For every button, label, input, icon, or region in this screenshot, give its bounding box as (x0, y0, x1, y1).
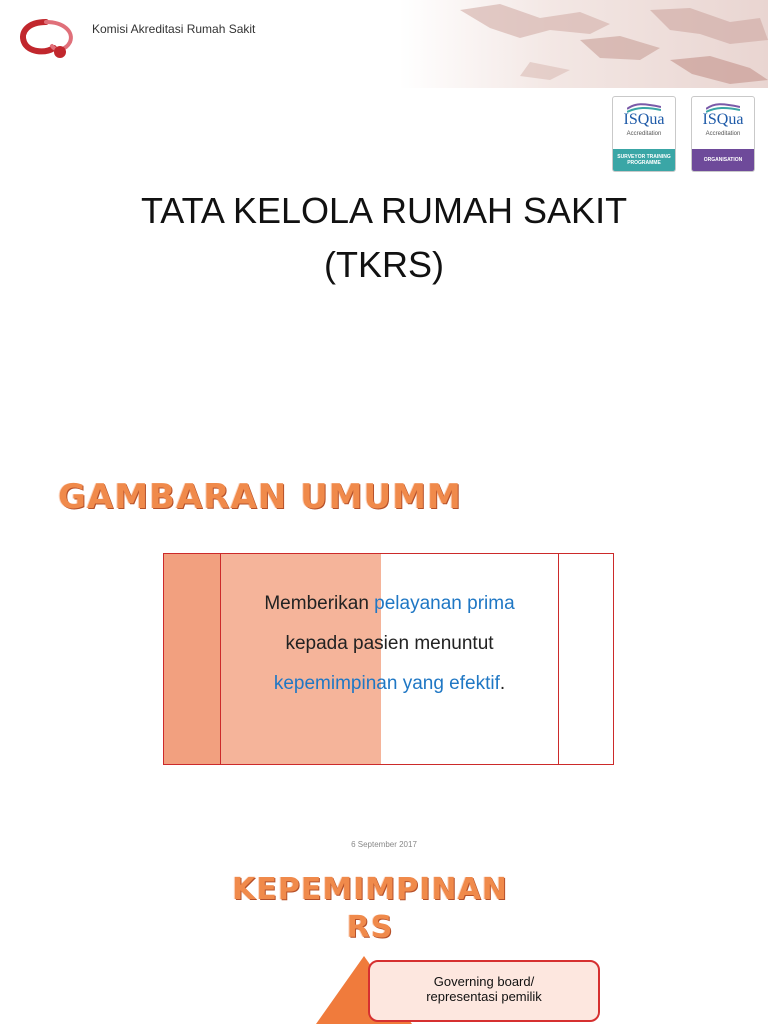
overview-heading: GAMBARAN UMUMM (58, 477, 462, 517)
isqua-badge-surveyor (612, 96, 676, 172)
statement-line2: kepada pasien menuntut (285, 633, 494, 654)
box-left-panel (164, 554, 221, 764)
overview-slide (0, 405, 768, 860)
indonesia-map-graphic (430, 0, 768, 88)
badge-footer: SURVEYOR TRAINING PROGRAMME (613, 149, 675, 171)
badge-accreditation: Accreditation (705, 131, 741, 137)
statement-text (221, 584, 558, 704)
box-right-panel (558, 554, 615, 764)
leadership-heading-line2: RS (346, 910, 394, 945)
leadership-heading-line1: KEPEMIMPINAN (232, 872, 508, 907)
badge-accreditation: Accreditation (626, 131, 662, 137)
slide-title-line1: TATA KELOLA RUMAH SAKIT (140, 190, 628, 231)
org-name: Komisi Akreditasi Rumah Sakit (92, 22, 256, 36)
badge-footer: ORGANISATION (692, 149, 754, 171)
badge-name: ISQua (623, 111, 665, 128)
title-slide (0, 0, 768, 405)
statement-line3: kepemimpinan yang efektif. (273, 673, 506, 694)
statement-line1: Memberikan pelayanan prima (264, 593, 515, 614)
isqua-badge-organisation (691, 96, 755, 172)
governing-board-box (368, 960, 600, 1022)
header-band (0, 0, 768, 88)
statement-box (163, 553, 614, 765)
slide-date: 6 September 2017 (351, 840, 417, 849)
slide-title-line2: (TKRS) (324, 244, 444, 285)
leadership-slide (0, 860, 768, 1024)
governing-board-text: Governing board/ representasi pemilik (426, 974, 542, 1004)
badge-name: ISQua (702, 111, 744, 128)
kars-logo (16, 14, 78, 62)
